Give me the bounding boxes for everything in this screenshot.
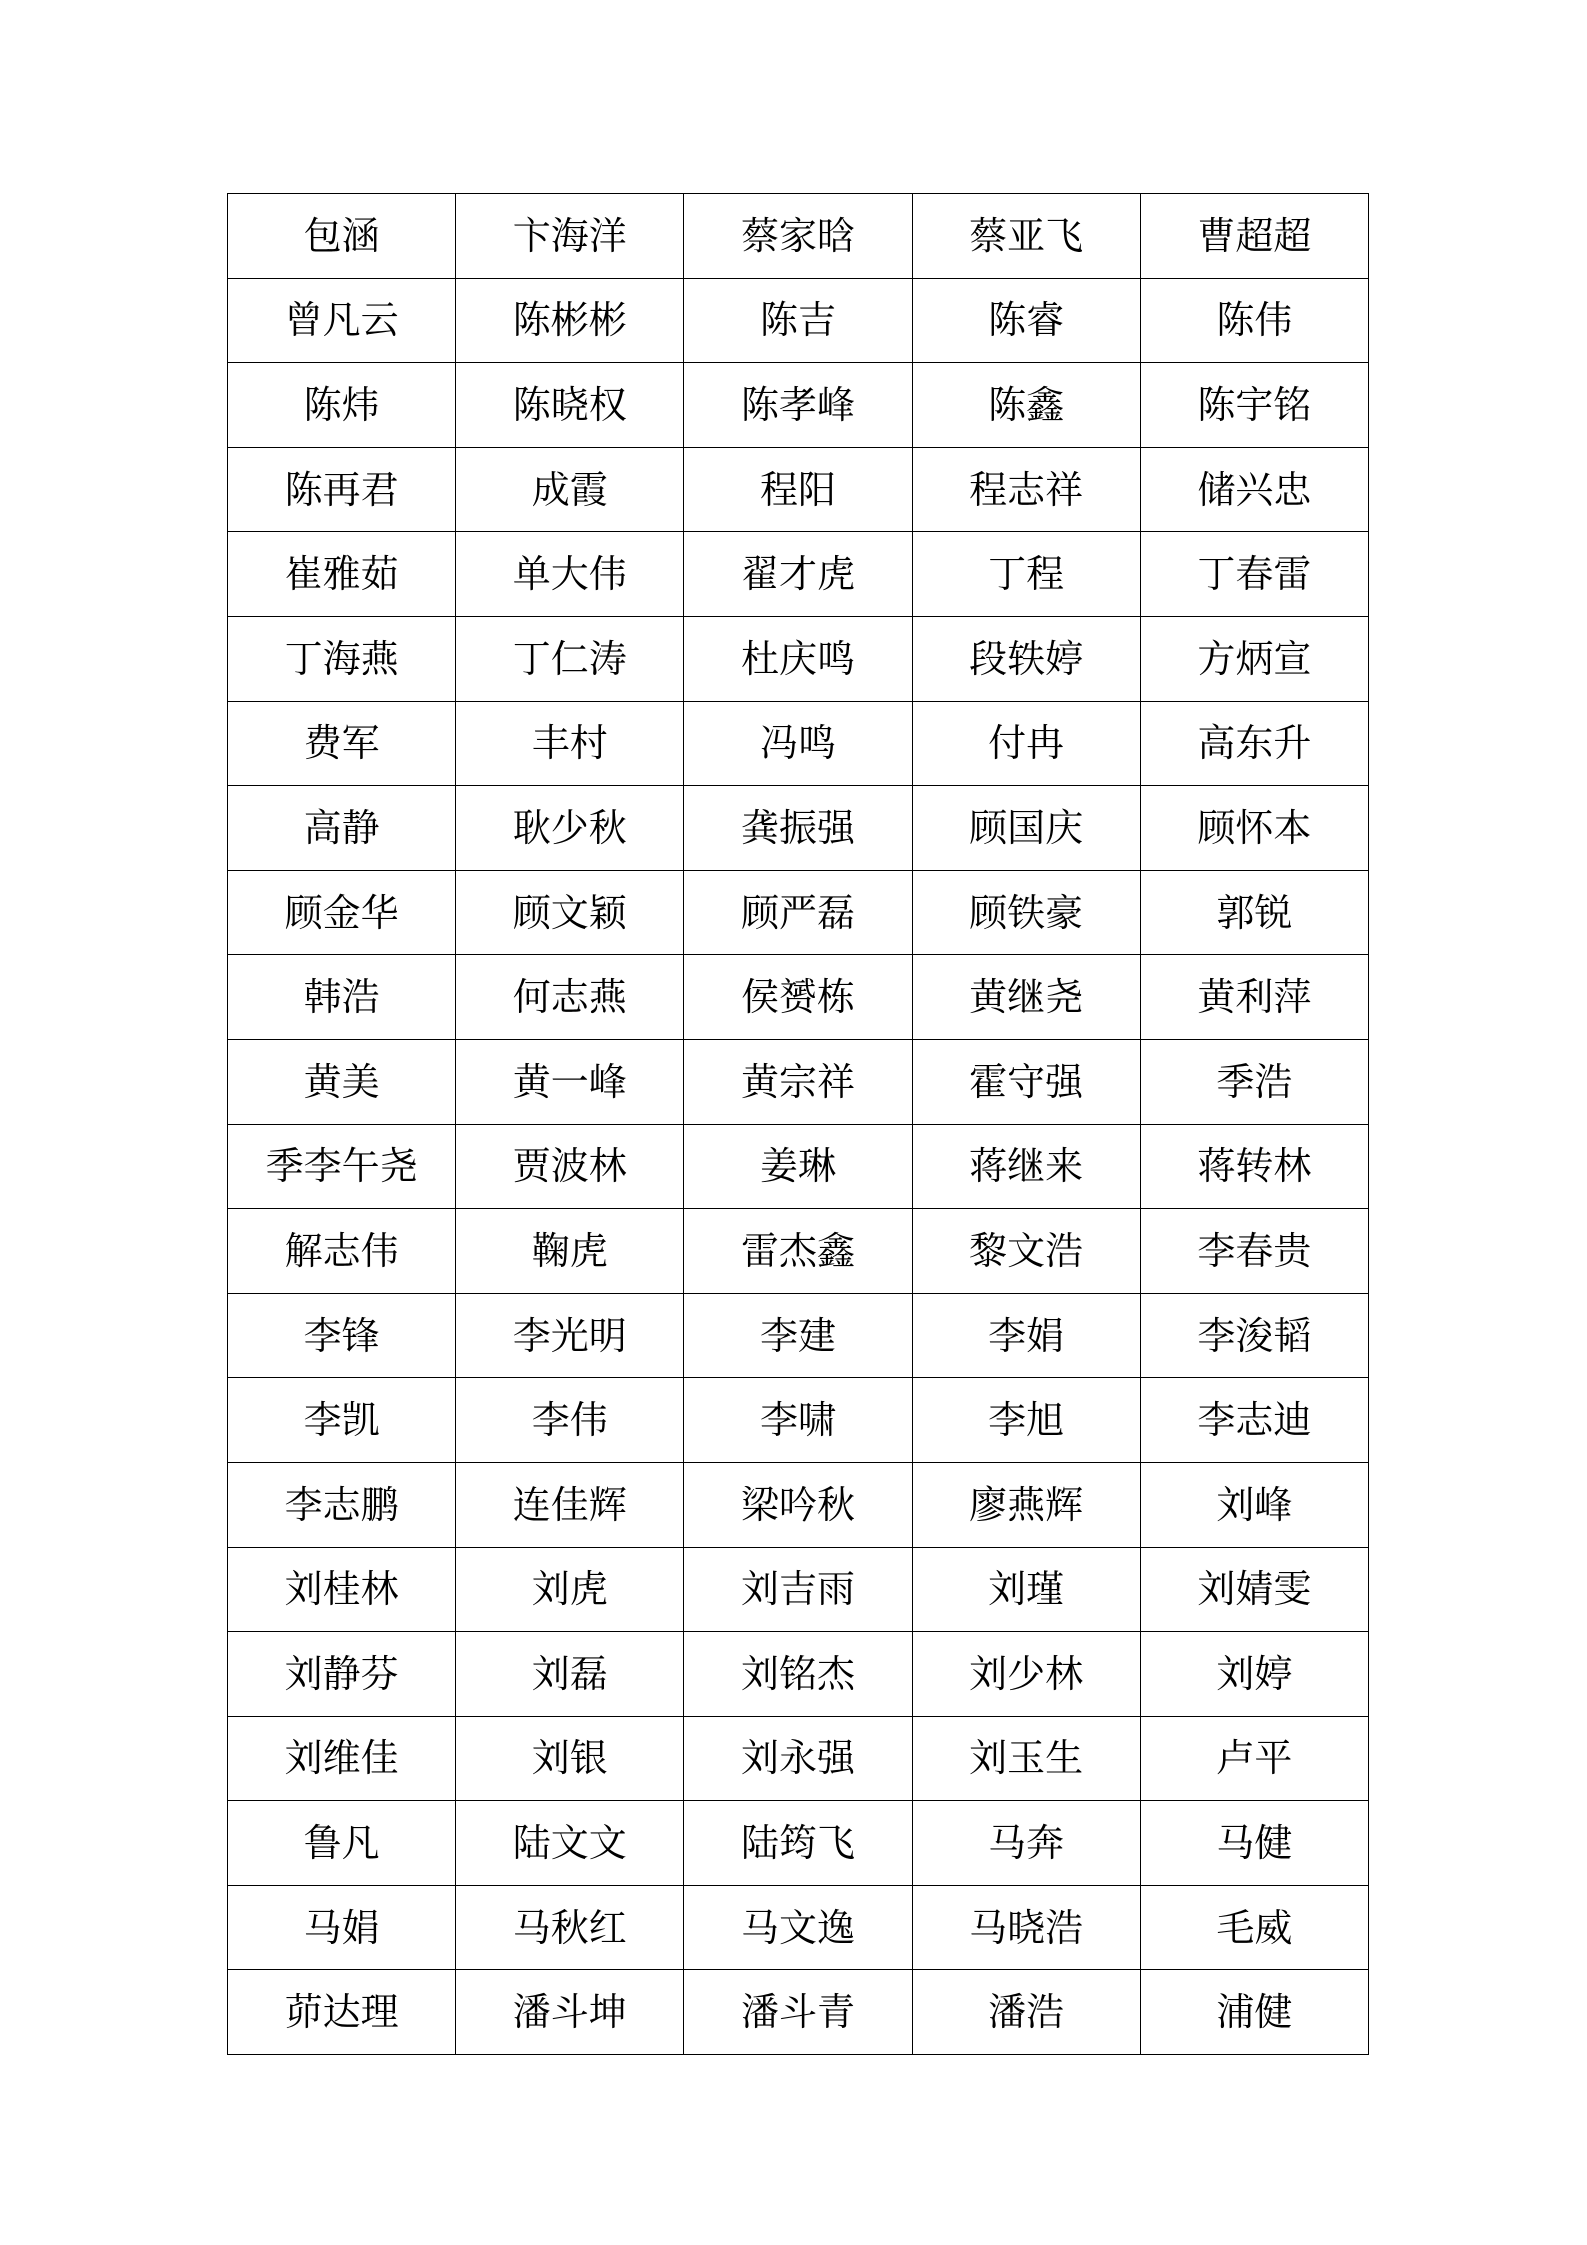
name-cell: 陈再君 bbox=[228, 447, 456, 532]
name-cell: 韩浩 bbox=[228, 955, 456, 1040]
name-cell: 蒋转林 bbox=[1140, 1124, 1368, 1209]
name-cell: 李志迪 bbox=[1140, 1378, 1368, 1463]
name-cell: 丁海燕 bbox=[228, 616, 456, 701]
name-cell: 侯赟栋 bbox=[684, 955, 912, 1040]
name-cell: 姜琳 bbox=[684, 1124, 912, 1209]
name-cell: 陈伟 bbox=[1140, 278, 1368, 363]
table-row bbox=[228, 278, 1369, 363]
name-cell: 顾金华 bbox=[228, 870, 456, 955]
name-cell: 陈鑫 bbox=[912, 363, 1140, 448]
name-cell: 黄美 bbox=[228, 1039, 456, 1124]
name-cell: 陆文文 bbox=[456, 1801, 684, 1886]
name-cell: 单大伟 bbox=[456, 532, 684, 617]
name-cell: 刘银 bbox=[456, 1716, 684, 1801]
name-cell: 李志鹏 bbox=[228, 1462, 456, 1547]
name-cell: 郭锐 bbox=[1140, 870, 1368, 955]
name-cell: 马娟 bbox=[228, 1885, 456, 1970]
name-cell: 廖燕辉 bbox=[912, 1462, 1140, 1547]
table-row bbox=[228, 1716, 1369, 1801]
name-cell: 储兴忠 bbox=[1140, 447, 1368, 532]
name-cell: 翟才虎 bbox=[684, 532, 912, 617]
name-cell: 李建 bbox=[684, 1293, 912, 1378]
name-cell: 成霞 bbox=[456, 447, 684, 532]
name-cell: 刘磊 bbox=[456, 1632, 684, 1717]
name-cell: 刘维佳 bbox=[228, 1716, 456, 1801]
name-cell: 丁仁涛 bbox=[456, 616, 684, 701]
name-cell: 浦健 bbox=[1140, 1970, 1368, 2055]
name-cell: 刘桂林 bbox=[228, 1547, 456, 1632]
name-cell: 程志祥 bbox=[912, 447, 1140, 532]
name-cell: 刘铭杰 bbox=[684, 1632, 912, 1717]
name-cell: 潘斗青 bbox=[684, 1970, 912, 2055]
name-cell: 卞海洋 bbox=[456, 194, 684, 279]
table-row bbox=[228, 870, 1369, 955]
name-cell: 刘静芬 bbox=[228, 1632, 456, 1717]
name-cell: 黄宗祥 bbox=[684, 1039, 912, 1124]
name-cell: 刘婷 bbox=[1140, 1632, 1368, 1717]
name-cell: 梁吟秋 bbox=[684, 1462, 912, 1547]
name-cell: 龚振强 bbox=[684, 786, 912, 871]
name-cell: 蒋继来 bbox=[912, 1124, 1140, 1209]
name-cell: 潘浩 bbox=[912, 1970, 1140, 2055]
name-cell: 季李午尧 bbox=[228, 1124, 456, 1209]
name-cell: 陆筠飞 bbox=[684, 1801, 912, 1886]
name-table bbox=[227, 193, 1369, 2055]
table-row bbox=[228, 1124, 1369, 1209]
name-cell: 李伟 bbox=[456, 1378, 684, 1463]
name-cell: 刘婧雯 bbox=[1140, 1547, 1368, 1632]
name-cell: 贾波林 bbox=[456, 1124, 684, 1209]
name-cell: 刘峰 bbox=[1140, 1462, 1368, 1547]
name-cell: 陈炜 bbox=[228, 363, 456, 448]
name-cell: 李娟 bbox=[912, 1293, 1140, 1378]
table-row bbox=[228, 1462, 1369, 1547]
table-row bbox=[228, 1293, 1369, 1378]
table-row bbox=[228, 1970, 1369, 2055]
name-cell: 陈宇铭 bbox=[1140, 363, 1368, 448]
name-cell: 蔡家晗 bbox=[684, 194, 912, 279]
name-cell: 雷杰鑫 bbox=[684, 1209, 912, 1294]
name-cell: 刘瑾 bbox=[912, 1547, 1140, 1632]
name-cell: 顾怀本 bbox=[1140, 786, 1368, 871]
name-cell: 黎文浩 bbox=[912, 1209, 1140, 1294]
name-cell: 丰村 bbox=[456, 701, 684, 786]
table-row bbox=[228, 1378, 1369, 1463]
table-row bbox=[228, 363, 1369, 448]
name-cell: 季浩 bbox=[1140, 1039, 1368, 1124]
name-cell: 陈彬彬 bbox=[456, 278, 684, 363]
name-cell: 程阳 bbox=[684, 447, 912, 532]
name-cell: 黄一峰 bbox=[456, 1039, 684, 1124]
name-cell: 潘斗坤 bbox=[456, 1970, 684, 2055]
name-cell: 崔雅茹 bbox=[228, 532, 456, 617]
name-cell: 高东升 bbox=[1140, 701, 1368, 786]
name-cell: 李光明 bbox=[456, 1293, 684, 1378]
name-cell: 马秋红 bbox=[456, 1885, 684, 1970]
table-row bbox=[228, 786, 1369, 871]
name-cell: 曾凡云 bbox=[228, 278, 456, 363]
name-cell: 何志燕 bbox=[456, 955, 684, 1040]
name-cell: 耿少秋 bbox=[456, 786, 684, 871]
name-cell: 段轶婷 bbox=[912, 616, 1140, 701]
table-row bbox=[228, 955, 1369, 1040]
name-cell: 丁春雷 bbox=[1140, 532, 1368, 617]
table-row bbox=[228, 1885, 1369, 1970]
name-cell: 李锋 bbox=[228, 1293, 456, 1378]
name-cell: 黄利萍 bbox=[1140, 955, 1368, 1040]
name-table-body bbox=[228, 194, 1369, 2055]
name-cell: 李凯 bbox=[228, 1378, 456, 1463]
name-cell: 丁程 bbox=[912, 532, 1140, 617]
name-cell: 陈晓权 bbox=[456, 363, 684, 448]
name-cell: 刘玉生 bbox=[912, 1716, 1140, 1801]
name-cell: 曹超超 bbox=[1140, 194, 1368, 279]
name-cell: 刘永强 bbox=[684, 1716, 912, 1801]
name-cell: 李旭 bbox=[912, 1378, 1140, 1463]
name-cell: 顾严磊 bbox=[684, 870, 912, 955]
name-cell: 马文逸 bbox=[684, 1885, 912, 1970]
name-cell: 马健 bbox=[1140, 1801, 1368, 1886]
name-cell: 马奔 bbox=[912, 1801, 1140, 1886]
name-cell: 付冉 bbox=[912, 701, 1140, 786]
table-row bbox=[228, 532, 1369, 617]
name-cell: 李啸 bbox=[684, 1378, 912, 1463]
name-cell: 陈吉 bbox=[684, 278, 912, 363]
name-cell: 刘少林 bbox=[912, 1632, 1140, 1717]
table-row bbox=[228, 1039, 1369, 1124]
name-cell: 鲁凡 bbox=[228, 1801, 456, 1886]
name-cell: 茆达理 bbox=[228, 1970, 456, 2055]
table-row bbox=[228, 701, 1369, 786]
name-cell: 顾文颖 bbox=[456, 870, 684, 955]
name-cell: 马晓浩 bbox=[912, 1885, 1140, 1970]
name-cell: 李浚韬 bbox=[1140, 1293, 1368, 1378]
name-cell: 卢平 bbox=[1140, 1716, 1368, 1801]
name-cell: 刘虎 bbox=[456, 1547, 684, 1632]
table-row bbox=[228, 447, 1369, 532]
table-row bbox=[228, 1547, 1369, 1632]
table-row bbox=[228, 1801, 1369, 1886]
table-row bbox=[228, 616, 1369, 701]
name-cell: 黄继尧 bbox=[912, 955, 1140, 1040]
name-cell: 冯鸣 bbox=[684, 701, 912, 786]
name-cell: 蔡亚飞 bbox=[912, 194, 1140, 279]
name-cell: 毛威 bbox=[1140, 1885, 1368, 1970]
table-row bbox=[228, 1209, 1369, 1294]
name-cell: 解志伟 bbox=[228, 1209, 456, 1294]
name-cell: 杜庆鸣 bbox=[684, 616, 912, 701]
name-cell: 刘吉雨 bbox=[684, 1547, 912, 1632]
name-cell: 顾铁豪 bbox=[912, 870, 1140, 955]
name-cell: 顾国庆 bbox=[912, 786, 1140, 871]
name-cell: 霍守强 bbox=[912, 1039, 1140, 1124]
table-row bbox=[228, 194, 1369, 279]
name-cell: 鞠虎 bbox=[456, 1209, 684, 1294]
name-cell: 陈孝峰 bbox=[684, 363, 912, 448]
name-cell: 高静 bbox=[228, 786, 456, 871]
table-row bbox=[228, 1632, 1369, 1717]
name-cell: 费军 bbox=[228, 701, 456, 786]
name-cell: 方炳宣 bbox=[1140, 616, 1368, 701]
name-cell: 包涵 bbox=[228, 194, 456, 279]
name-cell: 陈睿 bbox=[912, 278, 1140, 363]
name-cell: 连佳辉 bbox=[456, 1462, 684, 1547]
name-cell: 李春贵 bbox=[1140, 1209, 1368, 1294]
